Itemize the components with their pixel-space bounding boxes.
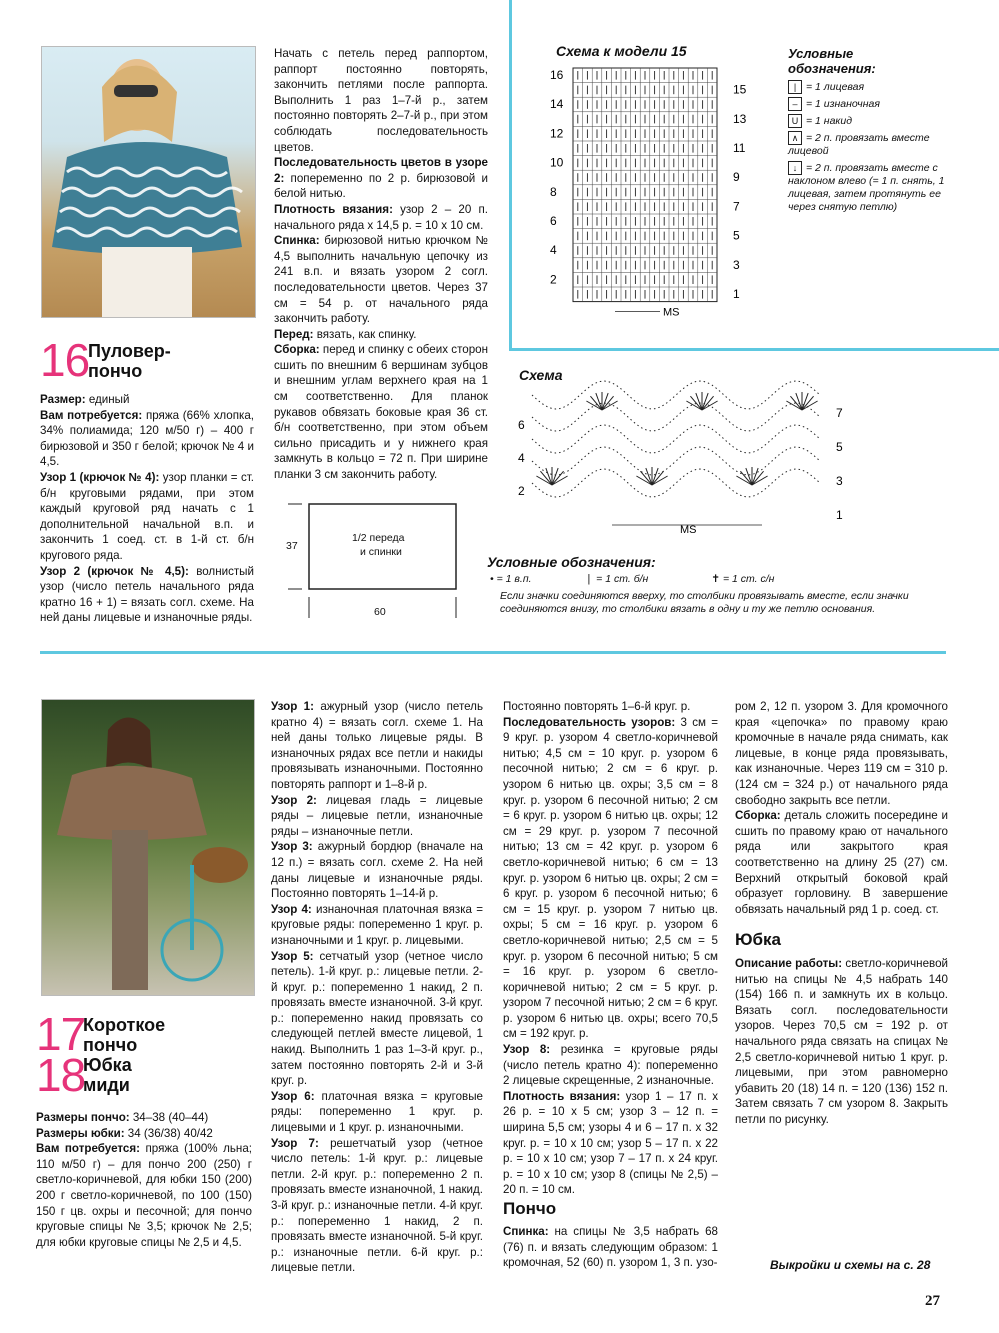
text-paragraph: Начать с петель перед раппортом, раппорт постоянно повторять, закончить петлями после раппорта. Выполнить 1 раз 1–7-й р., затем постоянно повторять 2–7-й р., при этом соблюдать последовательность цветов. xyxy=(274,47,488,154)
text-paragraph: Размер: единый xyxy=(40,393,130,406)
stitch-row xyxy=(532,403,820,431)
model-16-title-line2: пончо xyxy=(88,361,143,381)
ssk-symbol-icon: ↓ xyxy=(788,161,802,175)
photo-illustration xyxy=(42,700,254,995)
text-paragraph: Плотность вязания: узор 1 – 17 п. х 26 р. = 10 х 5 см; узор 3 – 12 п. = ширина 5,5 см; узоры 4 и 6 – 17 п. х 32 круг. р. = 10 х 10 см; узор 5 – 17 п. х 22 р. = 10 х 10 см; узор 7 – 17 п. х 24 круг. р. = 10 х 10 см; узор 8 (спицы № 2,5) – 20 п. = 10 см. xyxy=(503,1089,718,1197)
row-label-right: 7 xyxy=(733,199,740,214)
crochet-row-label-right: 3 xyxy=(836,474,843,488)
fan-stitch xyxy=(640,471,652,485)
knit-symbol-icon: | xyxy=(788,80,802,94)
text-paragraph: Последовательность цветов в узоре 2: попеременно по 2 р. бирюзовой и белой нитью. xyxy=(274,156,488,201)
crochet-row-label-left: 4 xyxy=(518,451,525,465)
text-paragraph: Узор 4: изнаночная платочная вязка = круговые ряды: попеременно 1 круг. р. изнаночными и 1 круг. р. лицевыми. xyxy=(271,902,483,947)
legend-15-title xyxy=(788,46,876,76)
row-label-left: 16 xyxy=(550,68,564,82)
model-17-18-col4 xyxy=(735,699,948,917)
purl-symbol-icon: – xyxy=(788,97,802,111)
page-number: 27 xyxy=(925,1293,940,1309)
pattern-box-label1: 1/2 переда xyxy=(352,532,405,544)
text-paragraph: Размеры юбки: 34 (36/38) 40/42 xyxy=(36,1126,213,1140)
pattern-box-label2: и спинки xyxy=(360,546,402,558)
stitch-row xyxy=(532,469,820,497)
text-paragraph: Размеры пончо: 34–38 (40–44) xyxy=(36,1111,209,1124)
text-paragraph: Спинка: бирюзовой нитью крючком № 4,5 выполнить начальную цепочку из 241 в.п. и вязать узором 2 согл. последовательности цветов. Через 37 см = 54 р. от начального ряда закончить работу. xyxy=(274,234,488,326)
crochet-row-label-left: 6 xyxy=(518,418,525,432)
row-label-left: 12 xyxy=(550,126,564,141)
footer-reference: Выкройки и схемы на с. 28 xyxy=(770,1258,931,1272)
row-label-right: 13 xyxy=(733,111,747,126)
crochet-scheme-svg xyxy=(512,375,852,540)
sc-symbol-icon: ❘ xyxy=(584,573,594,585)
text-paragraph: ром 2, 12 п. узором 3. Для кромочного края «цепочка» по правому краю кромочные в начале ряда снимать, как лицевые, в конце ряда провязывать, как изнаночные. Через 119 см = 310 р. (124 см = 324 р.) от начального ряда свободно закрыть все петли. xyxy=(735,700,948,807)
text-paragraph: Узор 8: резинка = круговые ряды (число петель кратно 4): попеременно 2 лицевые скрещенные, 2 изнаночные. xyxy=(503,1043,718,1088)
chain-symbol-icon: • xyxy=(490,573,494,585)
text-paragraph: Спинка: на спицы № 3,5 набрать 68 (76) п. и вязать следующим образом: 1 кромочная, 52 (60) п. узором 1, 3 п. узо- xyxy=(503,1225,718,1270)
text-paragraph: Узор 5: сетчатый узор (четное число петель). 1-й круг. р.: лицевые петли. 2-й круг. р.: попеременно 1 накид, 2 п. провязать вместе изнаночной. 3-й круг. р.: попеременно накид провязать со следующей петлей вместе лицевой, 1 накид. Выполнить 1 раз 1–3-й круг. р., затем постоянно повторять 2-й и 3-й круг. р. xyxy=(271,949,483,1088)
ms-label: MS xyxy=(663,306,680,319)
row-label-right: 5 xyxy=(733,228,740,243)
legend-item: – = 1 изнаночная xyxy=(788,97,968,111)
text-paragraph: Вам потребуется: пряжа (66% хлопка, 34% полиамида; 120 м/50 г) – 400 г бирюзовой и 350 г белой; крючок № 4 и 4,5. xyxy=(40,408,254,469)
model-17-title-line1: Короткое xyxy=(83,1015,166,1035)
row-label-right: 1 xyxy=(733,287,740,301)
frame-line-left xyxy=(509,0,512,350)
row-label-left: 4 xyxy=(550,243,557,258)
frame-line-bottom xyxy=(509,348,999,351)
pattern-box-diagram xyxy=(284,500,474,620)
model-17-title xyxy=(83,1015,165,1055)
legend-item: U = 1 накид xyxy=(788,114,968,128)
row-label-right: 15 xyxy=(733,82,747,97)
row-label-right: 9 xyxy=(733,170,740,185)
crochet-row-label-right: 5 xyxy=(836,440,843,454)
model-16-mid-text xyxy=(274,46,488,483)
text-paragraph: Вам потребуется: пряжа (100% льна; 110 м/50 г) – для пончо 200 (250) г светло-коричневой, для юбки 150 (200) 200 г светло-коричневой, по 100 (150) 150 г цв. охры и песочной; для пончо круговые спицы № 3,5; крючок № 2,5; для юбки круговые спицы № 2,5 и 4,5. xyxy=(36,1142,252,1249)
section-divider xyxy=(40,651,946,654)
crochet-ms-label: MS xyxy=(680,524,697,536)
stitch-row xyxy=(532,381,820,409)
skirt-heading: Юбка xyxy=(735,930,781,949)
model-16-title xyxy=(88,341,171,381)
model-18-title-line1: Юбка xyxy=(83,1055,132,1075)
crochet-legend-note: Если значки соединяются вверху, то столбики провязывать вместе, если значки соединяются внизу, то столбики вязать в одну и ту же петлю основания. xyxy=(500,590,909,615)
text-paragraph: Узор 2 (крючок № 4,5): волнистый узор (число петель начального ряда кратно 16 + 1) = вязать согл. схеме. На ней даны лицевые и изнаночные ряды. xyxy=(40,564,254,625)
text-paragraph: Постоянно повторять 1–6-й круг. р. xyxy=(503,700,691,713)
fan-stitch xyxy=(790,396,802,410)
scheme-15-grid xyxy=(548,60,768,320)
photo-model-16 xyxy=(41,46,256,318)
poncho-text xyxy=(503,1224,718,1271)
text-paragraph: Узор 6: платочная вязка = круговые ряды: попеременно 1 круг. р. лицевыми и 1 круг. р. изнаночными. xyxy=(271,1089,483,1135)
model-17-18-col1 xyxy=(36,1110,252,1250)
text-paragraph: Узор 1: ажурный узор (число петель кратно 4) = вязать согл. схеме 1. На ней даны только лицевые ряды. В изнаночных рядах все петли и накиды провязывать изнаночными. Постоянно повторять раппорт и 1–8-й р. xyxy=(271,700,483,791)
crochet-legend-row: • = 1 в.п. ❘ = 1 ст. б/н ✝ = 1 ст. с/н xyxy=(490,573,775,585)
fan-stitch xyxy=(552,471,564,485)
text-paragraph: Узор 3: ажурный бордюр (вначале на 12 п.) = вязать согл. схеме 2. На ней даны лицевые и изнаночные ряды. Постоянно повторять 1–14-й р. xyxy=(271,840,483,901)
crochet-row-label-right: 1 xyxy=(836,508,843,522)
yarn-over-symbol-icon: U xyxy=(788,114,802,128)
fan-stitch xyxy=(540,471,552,485)
row-label-left: 8 xyxy=(550,184,557,199)
model-18-title xyxy=(83,1055,132,1095)
pattern-box-width: 60 xyxy=(374,606,386,618)
legend-item: | = 1 лицевая xyxy=(788,80,968,94)
crochet-scheme-title: Схема xyxy=(519,367,563,383)
row-label-left: 10 xyxy=(550,155,564,170)
stitch-row xyxy=(532,447,820,475)
text-paragraph: Последовательность узоров: 3 см = 9 круг. р. узором 4 светло-коричневой нитью; 4,5 см = 10 круг. р. узором 6 песочной нитью; 2 см = 6 круг. р. узором 6 нитью цв. охры; 3,5 см = 8 круг. р. узором 6 песочной нитью; 2 см = 6 круг. р. узором 6 нитью цв. охры; 12 см = 29 круг. р. узором 7 песочной нитью; 13 см = 42 круг. р. узором 6 светло-коричневой нитью; 6 см = 13 круг. р. узором 6 нитью цв. охры; 2 см = 6 круг. р. узором 6 песочной нитью; 6 см = 15 круг. р. узором 7 нитью цв. охры; 5 см = 16 круг. р. узором 6 светло-коричневой нитью; 2,5 см = 5 круг. р. узором 6 песочной нитью; 5 см = 16 круг. р. узором 6 светло-коричневой нитью; 2 см = 5 круг. р. узором 7 песочной нитью; 2 см = 6 круг. р. узором 6 нитью цв. охры; всего 70,5 см = 192 круг. р. xyxy=(503,715,718,1041)
skirt-text xyxy=(735,956,948,1128)
text-paragraph: Узор 1 (крючок № 4): узор планки = ст. б/н круговыми рядами, при этом каждый круговой ряд начать с 1 дополнительной начальной в.п. и закончить 1 соед. ст. в 1-й ст. б/н кругового ряда. xyxy=(40,470,254,562)
text-paragraph: Сборка: перед и спинку с обеих сторон сшить по внешним 6 вершинам зубцов и внешним углам верхнего края на 1 см соответственно. Для планок рукавов обвязать боковые края 36 ст. б/н соответственно, при этом объем сильно присадить и у нижнего края замкнуть в кольцо = 72 п. При ширине планки 3 см закончить работу. xyxy=(274,343,488,482)
crochet-legend-title: Условные обозначения: xyxy=(487,554,656,570)
text-paragraph: Узор 2: лицевая гладь = лицевые ряды – лицевые петли, изнаночные ряды – изнаночные петли. xyxy=(271,793,483,838)
text-paragraph: Описание работы: светло-коричневой нитью на спицы № 4,5 набрать 140 (154) 166 п. и замкнуть их в кольцо. Вязать согл. последовательности узоров. Через 70,5 см = 192 р. от начального ряда связать на спицах № 2,5 светло-коричневой нитью 1 круг. р. лицевыми, при этом равномерно убавить 20 (18) 14 п. = 120 (136) 152 п. Затем связать 7 см узором 8. Закрыть петли по рисунку. xyxy=(735,957,948,1126)
poncho-heading: Пончо xyxy=(503,1199,557,1218)
fan-stitch xyxy=(652,471,664,485)
legend-15-title-line2: обозначения: xyxy=(788,61,876,76)
fan-stitch xyxy=(740,471,752,485)
legend-15-items xyxy=(788,80,968,214)
row-label-left: 6 xyxy=(550,214,557,228)
pattern-box-height: 37 xyxy=(286,540,298,552)
model-16-left-text xyxy=(40,392,254,626)
model-18-title-line2: миди xyxy=(83,1075,130,1095)
stitch-row xyxy=(532,425,820,453)
text-paragraph: Сборка: деталь сложить посередине и сшить по правому краю от начального ряда или закрытого края соответственно на длину 25 (27) см. Верхний открытый боковой край образует горловину. В завершение обвязать начальный ряд 1 р. соед. ст. xyxy=(735,809,948,916)
crochet-row-label-right: 7 xyxy=(836,406,843,420)
text-paragraph: Перед: вязать, как спинку. xyxy=(274,327,417,341)
model-17-18-col2 xyxy=(271,699,483,1276)
model-17-number: 17 xyxy=(36,1008,86,1060)
fan-stitch xyxy=(752,471,764,485)
legend-15-title-line1: Условные xyxy=(788,46,854,61)
dc-symbol-icon: ✝ xyxy=(711,573,721,585)
row-label-left: 14 xyxy=(550,97,564,112)
row-label-right: 11 xyxy=(733,141,746,155)
legend-item: ∧ = 2 п. провязать вместе лицевой xyxy=(788,131,930,157)
text-paragraph: Узор 7: решетчатый узор (четное число петель: 1-й круг. р.: лицевые петли. 2-й круг. р.: попеременно 2 п. провязать вместе изнаночной, 1 накид. 3-й круг. р.: изнаночные петли. 4-й круг. р.: попеременно 1 накид, 2 п. провязать вместе изнаночной. 5-й круг. р.: изнаночные петли. 6-й круг. р.: лицевые петли. xyxy=(271,1136,483,1275)
model-16-number: 16 xyxy=(40,334,90,386)
model-18-number: 18 xyxy=(36,1049,86,1101)
crochet-row-label-left: 2 xyxy=(518,484,525,498)
scheme-15-title: Схема к модели 15 xyxy=(556,43,687,59)
pattern-box-svg xyxy=(284,500,474,620)
text-paragraph: Плотность вязания: узор 2 – 20 п. начального ряда х 14,5 р. = 10 х 10 см. xyxy=(274,202,488,232)
scheme-15-grid-svg xyxy=(548,60,768,320)
row-label-left: 2 xyxy=(550,272,557,287)
k2tog-symbol-icon: ∧ xyxy=(788,131,802,145)
fan-stitch xyxy=(802,396,814,410)
photo-model-17-18 xyxy=(41,699,255,996)
crochet-scheme-diagram xyxy=(512,375,852,540)
model-17-18-col3 xyxy=(503,699,718,1198)
model-17-title-line2: пончо xyxy=(83,1035,138,1055)
legend-item: ↓ = 2 п. провязать вместе с наклоном влево (= 1 п. снять, 1 лицевая, затем протянуть ее через снятую петлю) xyxy=(788,161,945,213)
model-16-title-line1: Пуловер- xyxy=(88,341,171,361)
photo-illustration xyxy=(42,47,255,317)
fan-stitch xyxy=(602,396,614,410)
row-label-right: 3 xyxy=(733,257,740,272)
